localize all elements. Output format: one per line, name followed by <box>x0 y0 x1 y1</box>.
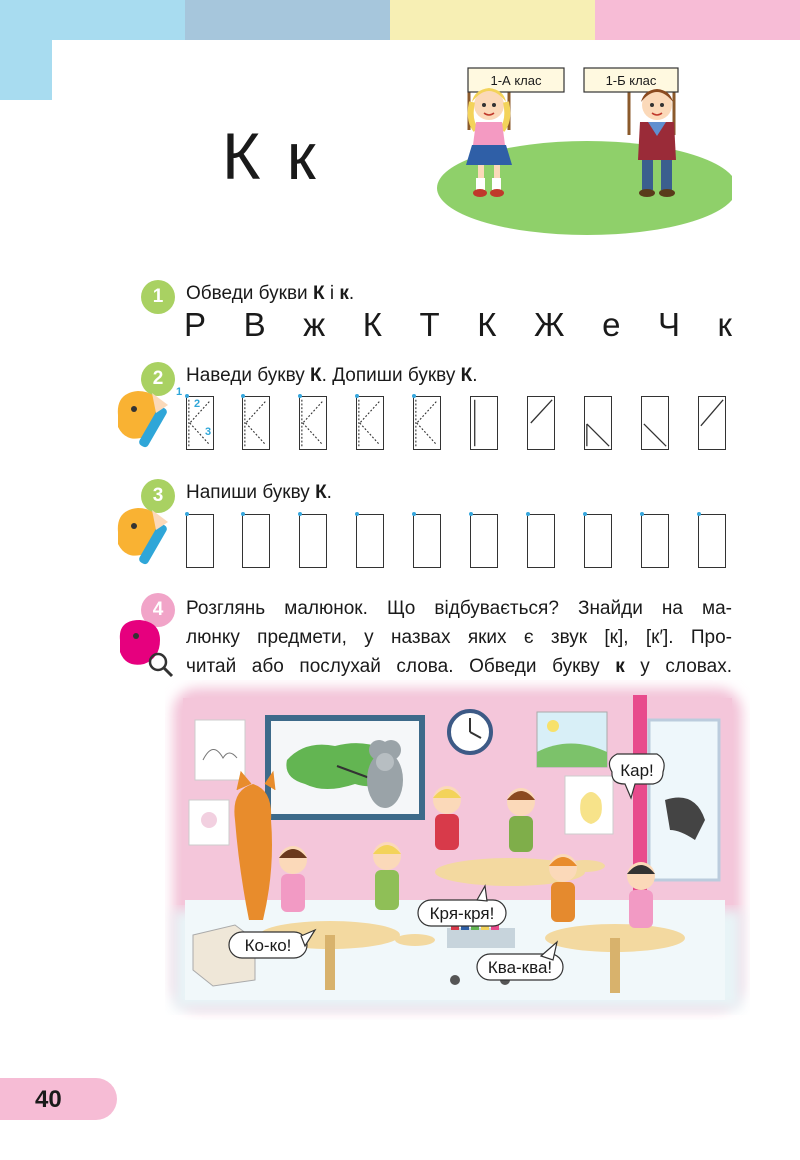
exercise-4-badge: 4 <box>141 593 175 627</box>
write-cell[interactable] <box>242 514 270 568</box>
exercise-1-instruction: Обведи букви К і к. <box>186 283 355 304</box>
header-stripe-blue <box>0 0 185 40</box>
letter-item[interactable]: К <box>362 306 382 343</box>
exercise-1-letter-row <box>184 306 732 352</box>
exercise-3-instruction: Напиши букву К. <box>186 482 332 503</box>
write-cell[interactable] <box>698 514 726 568</box>
header-stripe-yellow <box>390 0 595 40</box>
classroom-scene-illustration <box>165 680 750 1020</box>
write-cell[interactable] <box>698 396 726 450</box>
letter-item[interactable]: В <box>243 306 266 343</box>
pencil-hand-mascot-icon <box>108 385 178 449</box>
letter-item[interactable]: Ж <box>534 306 565 343</box>
stroke-number-2: 2 <box>194 398 201 410</box>
bubble-crow-text: Кар! <box>620 761 654 780</box>
write-cell[interactable] <box>299 514 327 568</box>
write-cell[interactable] <box>641 396 669 450</box>
write-cell[interactable] <box>470 514 498 568</box>
write-cell[interactable] <box>413 514 441 568</box>
page-title: К к <box>222 119 320 193</box>
header-stripe-steel <box>185 0 390 40</box>
write-cell[interactable] <box>584 396 612 450</box>
letter-item[interactable]: Т <box>419 306 440 343</box>
sign-left-label: 1-А клас <box>490 73 542 88</box>
trace-cell[interactable] <box>299 396 327 450</box>
trace-cell[interactable] <box>356 396 384 450</box>
sign-right-label: 1-Б клас <box>605 73 657 88</box>
exercise-4-instruction: Розглянь малюнок. Що відбувається? Знайди на ма- люнку предмети, у назвах яких є звук [к], [к′]. Про- читай або послухай слова. Обведи букву к у словах. <box>186 598 733 677</box>
letter-item[interactable]: к <box>717 306 732 343</box>
letter-item[interactable]: ж <box>303 306 326 343</box>
letter-item[interactable]: Р <box>184 306 207 343</box>
letter-item[interactable]: Ч <box>657 306 680 343</box>
exercise-1-badge: 1 <box>141 280 175 314</box>
bubble-duck-text: Кря-кря! <box>429 904 495 923</box>
write-cell[interactable] <box>470 396 498 450</box>
write-cell[interactable] <box>527 396 555 450</box>
exercise-3-badge: 3 <box>141 479 175 513</box>
write-cell[interactable] <box>641 514 669 568</box>
speech-bubble-hen <box>229 930 315 958</box>
header-stripe-pink <box>595 0 800 40</box>
magnifier-hand-mascot-icon <box>112 616 176 678</box>
write-cell[interactable] <box>356 514 384 568</box>
bubble-frog-text: Ква-ква! <box>487 958 553 977</box>
write-cell[interactable] <box>527 514 555 568</box>
trace-cell[interactable] <box>413 396 441 450</box>
exercise-2-instruction: Наведи букву К. Допиши букву К. <box>186 365 478 386</box>
pencil-hand-mascot-icon <box>108 502 178 566</box>
stroke-number-3: 3 <box>205 426 212 438</box>
page-number: 40 <box>35 1086 62 1113</box>
trace-cell[interactable] <box>242 396 270 450</box>
letter-item[interactable]: е <box>602 306 621 343</box>
write-cell[interactable] <box>186 514 214 568</box>
exercise-2-badge: 2 <box>141 362 175 396</box>
stroke-number-1: 1 <box>176 386 183 398</box>
write-cell[interactable] <box>584 514 612 568</box>
kids-with-signs-illustration <box>432 60 732 235</box>
bubble-hen-text: Ко-ко! <box>244 936 292 955</box>
corner-block <box>0 40 52 100</box>
letter-item[interactable]: К <box>477 306 497 343</box>
